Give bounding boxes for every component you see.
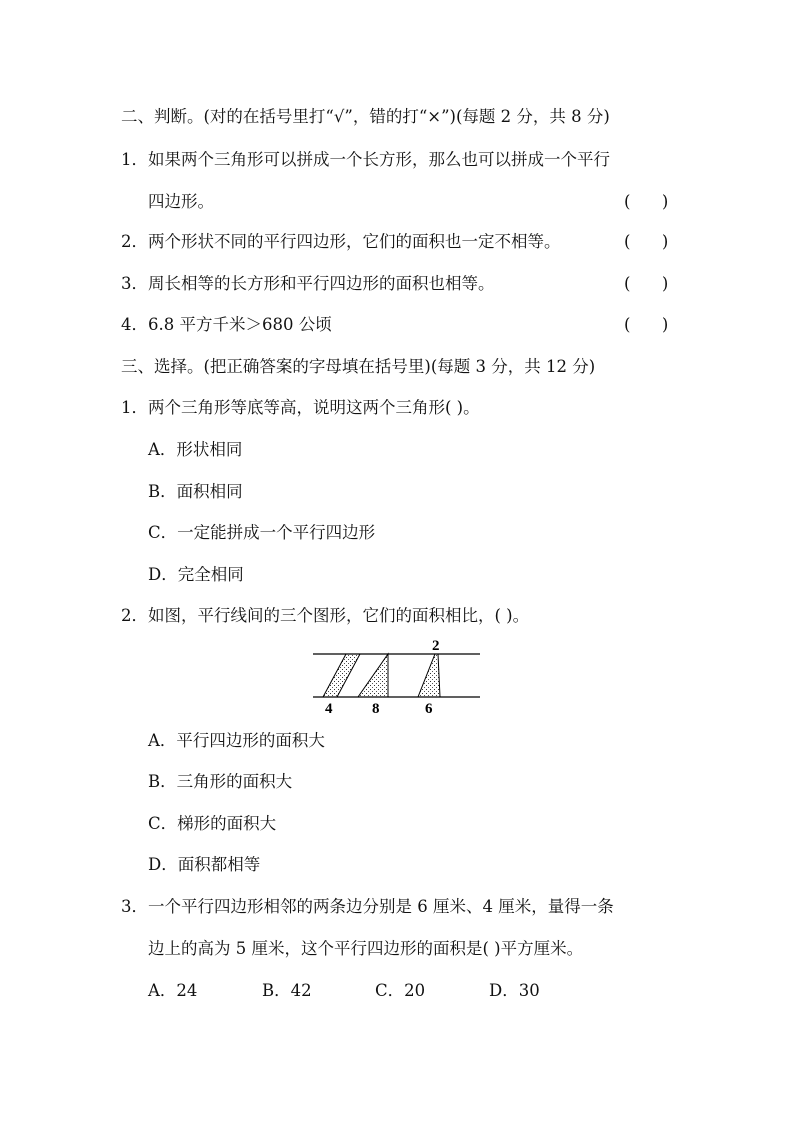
- option: C．一定能拼成一个平行四边形: [148, 523, 376, 542]
- trapezoid-shape: [418, 654, 440, 697]
- answer-blank[interactable]: ( ): [624, 232, 669, 251]
- option: A．24: [148, 981, 198, 1000]
- s3-q3-line2: 边上的高为 5 厘米，这个平行四边形的面积是( )平方厘米。: [148, 939, 584, 958]
- option: D．30: [489, 981, 540, 1000]
- answer-blank[interactable]: ( ): [624, 315, 669, 334]
- s2-q2: 2．两个形状不同的平行四边形，它们的面积也一定不相等。: [121, 232, 561, 251]
- answer-blank[interactable]: ( ): [624, 274, 669, 293]
- option: C．20: [375, 981, 426, 1000]
- s2-q1-line1: 1．如果两个三角形可以拼成一个长方形，那么也可以拼成一个平行: [121, 150, 610, 169]
- option: B．42: [262, 981, 312, 1000]
- parallel-lines-figure: [305, 636, 495, 718]
- s2-q1-line2: 四边形。: [148, 192, 214, 211]
- option: C．梯形的面积大: [148, 814, 277, 833]
- parallelogram-shape: [323, 654, 360, 697]
- section3-heading: 三、选择。(把正确答案的字母填在括号里)(每题 3 分，共 12 分): [121, 357, 596, 376]
- option: B．三角形的面积大: [148, 772, 293, 791]
- answer-blank[interactable]: ( ): [624, 192, 669, 211]
- s2-q4: 4．6.8 平方千米＞680 公顷: [121, 315, 332, 334]
- option: D．完全相同: [148, 565, 244, 584]
- s2-q3: 3．周长相等的长方形和平行四边形的面积也相等。: [121, 274, 495, 293]
- label-8: 8: [372, 701, 380, 717]
- s3-q2-stem: 2．如图，平行线间的三个图形，它们的面积相比，( )。: [121, 606, 530, 625]
- s3-q1-stem: 1．两个三角形等底等高，说明这两个三角形( )。: [121, 398, 480, 417]
- label-6: 6: [425, 701, 433, 717]
- option: A．平行四边形的面积大: [148, 731, 325, 750]
- option: B．面积相同: [148, 482, 243, 501]
- label-2: 2: [432, 638, 440, 654]
- s3-q3-line1: 3．一个平行四边形相邻的两条边分别是 6 厘米、4 厘米，量得一条: [121, 897, 614, 916]
- section2-heading: 二、判断。(对的在括号里打“√”，错的打“×”)(每题 2 分，共 8 分): [121, 107, 610, 126]
- triangle-shape: [358, 654, 388, 697]
- option: D．面积都相等: [148, 855, 261, 874]
- label-4: 4: [325, 701, 333, 717]
- option: A．形状相同: [148, 440, 243, 459]
